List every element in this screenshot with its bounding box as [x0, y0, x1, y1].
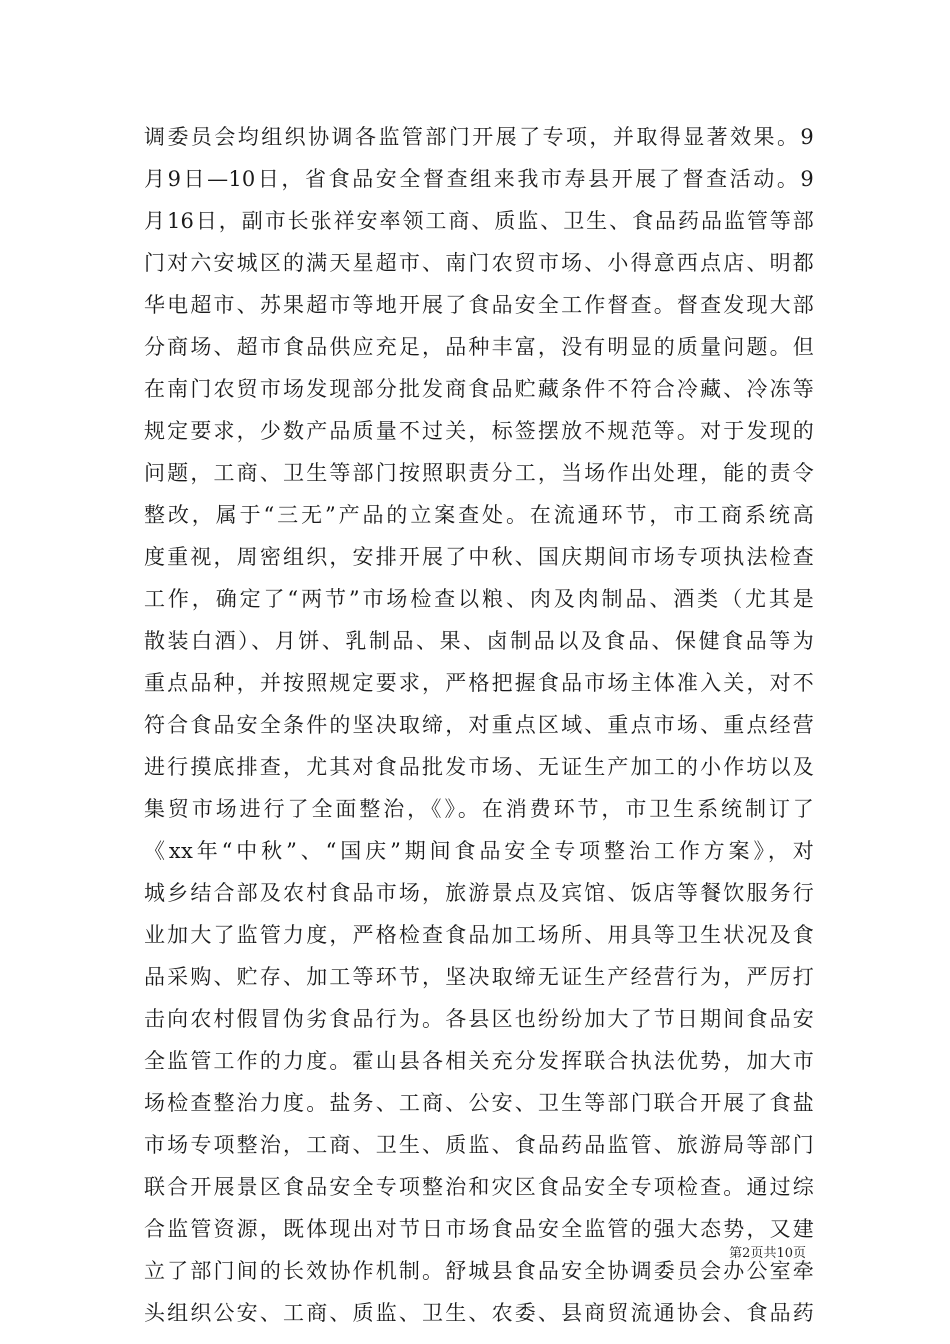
text-line: 重点品种，并按照规定要求，严格把握食品市场主体准入关，对不 [144, 671, 814, 695]
text-line: 品采购、贮存、加工等环节，坚决取缔无证生产经营行为，严厉打 [144, 965, 814, 989]
text-line: 工作，确定了“两节”市场检查以粮、肉及肉制品、酒类（尤其是 [144, 587, 814, 611]
text-line: 月16日，副市长张祥安率领工商、质监、卫生、食品药品监管等部 [144, 209, 814, 233]
text-line: 符合食品安全条件的坚决取缔，对重点区域、重点市场、重点经营 [144, 713, 814, 737]
text-line: 联合开展景区食品安全专项整治和灾区食品安全专项检查。通过综 [144, 1175, 814, 1199]
text-line: 立了部门间的长效协作机制。舒城县食品安全协调委员会办公室牵 [144, 1259, 814, 1283]
text-line: 问题，工商、卫生等部门按照职责分工，当场作出处理，能的责令 [144, 461, 814, 485]
text-line: 散装白酒）、月饼、乳制品、果、卤制品以及食品、保健食品等为 [144, 629, 814, 653]
text-line: 分商场、超市食品供应充足，品种丰富，没有明显的质量问题。但 [144, 335, 814, 359]
text-line: 集贸市场进行了全面整治，《》。在消费环节，市卫生系统制订了 [144, 797, 814, 821]
page-number-footer: 第2页共10页 [729, 1246, 806, 1261]
text-line: 市场专项整治，工商、卫生、质监、食品药品监管、旅游局等部门 [144, 1133, 814, 1157]
text-line: 规定要求，少数产品质量不过关，标签摆放不规范等。对于发现的 [144, 419, 814, 443]
text-line: 度重视，周密组织，安排开展了中秋、国庆期间市场专项执法检查 [144, 545, 814, 569]
text-line: 击向农村假冒伪劣食品行为。各县区也纷纷加大了节日期间食品安 [144, 1007, 814, 1031]
text-line: 进行摸底排查，尤其对食品批发市场、无证生产加工的小作坊以及 [144, 755, 814, 779]
text-line: 场检查整治力度。盐务、工商、公安、卫生等部门联合开展了食盐 [144, 1091, 814, 1115]
text-line: 华电超市、苏果超市等地开展了食品安全工作督查。督查发现大部 [144, 293, 814, 317]
body-paragraph [144, 116, 814, 1334]
text-line: 合监管资源，既体现出对节日市场食品安全监管的强大态势，又建 [144, 1217, 814, 1241]
text-line: 《xx年“中秋”、“国庆”期间食品安全专项整治工作方案》，对 [144, 839, 814, 863]
text-line: 全监管工作的力度。霍山县各相关充分发挥联合执法优势，加大市 [144, 1049, 814, 1073]
text-line: 月9日—10日，省食品安全督查组来我市寿县开展了督查活动。9 [144, 167, 814, 191]
text-line: 在南门农贸市场发现部分批发商食品贮藏条件不符合冷藏、冷冻等 [144, 377, 814, 401]
text-line: 业加大了监管力度，严格检查食品加工场所、用具等卫生状况及食 [144, 923, 814, 947]
text-line: 头组织公安、工商、质监、卫生、农委、县商贸流通协会、食品药 [144, 1301, 814, 1325]
text-line: 城乡结合部及农村食品市场，旅游景点及宾馆、饭店等餐饮服务行 [144, 881, 814, 905]
text-line: 整改，属于“三无”产品的立案查处。在流通环节，市工商系统高 [144, 503, 814, 527]
text-line: 门对六安城区的满天星超市、南门农贸市场、小得意西点店、明都 [144, 251, 814, 275]
text-line: 调委员会均组织协调各监管部门开展了专项，并取得显著效果。9 [144, 125, 814, 149]
